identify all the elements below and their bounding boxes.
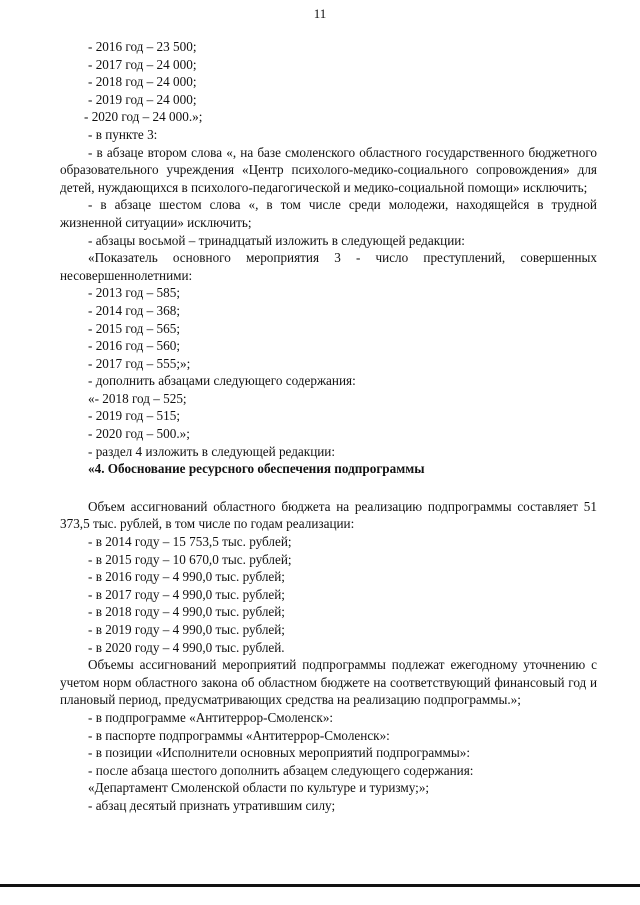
paragraph: - в абзаце втором слова «, на базе смоленского областного государственного бюджетного образовательного учреждения «Центр психолого-медико-социального сопровождения» для детей, нуждающихся в психолого-педагогической и медико-социальной помощи» исключить; [60, 144, 597, 195]
text-line: - в 2018 году – 4 990,0 тыс. рублей; [88, 604, 285, 620]
text-line: - абзац десятый признать утратившим силу; [88, 797, 336, 813]
text-line: - 2018 год – 24 000; [88, 74, 197, 90]
text-line: - 2014 год – 368; [88, 302, 180, 318]
text-line: - в пункте 3: [88, 126, 158, 142]
text-line: - 2013 год – 585; [88, 285, 180, 301]
text-line: «Департамент Смоленской области по культуре и туризму;»; [88, 780, 430, 796]
paragraph: - в абзаце шестом слова «, в том числе среди молодежи, находящейся в трудной жизненной ситуации» исключить; [60, 197, 597, 230]
document-body [60, 38, 597, 815]
text-line: - 2020 год – 500.»; [88, 426, 190, 442]
text-line: - в позиции «Исполнители основных мероприятий подпрограммы»: [88, 745, 470, 761]
text-line: - в паспорте подпрограммы «Антитеррор-Смоленск»: [88, 727, 390, 743]
text-line: - 2016 год – 23 500; [88, 39, 197, 54]
text-line: - раздел 4 изложить в следующей редакции: [88, 443, 336, 459]
text-line: - 2019 год – 24 000; [88, 91, 197, 107]
text-line: - в 2020 году – 4 990,0 тыс. рублей. [88, 639, 285, 655]
text-line: - 2020 год – 24 000.»; [84, 109, 203, 125]
text-line: - в подпрограмме «Антитеррор-Смоленск»: [88, 709, 334, 725]
text-line: - после абзаца шестого дополнить абзацем следующего содержания: [88, 762, 474, 778]
text-line: - 2016 год – 560; [88, 338, 180, 354]
text-line: - в 2016 году – 4 990,0 тыс. рублей; [88, 569, 285, 585]
text-line: - 2015 год – 565; [88, 320, 180, 336]
section-heading: «4. Обоснование ресурсного обеспечения подпрограммы [88, 461, 425, 477]
text-line: - 2017 год – 24 000; [88, 56, 197, 72]
bottom-rule [0, 884, 640, 887]
paragraph: Объемы ассигнований мероприятий подпрограммы подлежат ежегодному уточнению с учетом норм областного закона об областном бюджете на соответствующий финансовый год и плановый период, предусматривающих средства на реализацию подпрограммы.»; [60, 657, 597, 708]
spacer [60, 478, 597, 498]
text-line: - в 2014 году – 15 753,5 тыс. рублей; [88, 534, 292, 550]
text-line: - в 2019 году – 4 990,0 тыс. рублей; [88, 622, 285, 637]
paragraph: «Показатель основного мероприятия 3 - число преступлений, совершенных несовершеннолетними: [60, 250, 597, 283]
text-line: - в 2017 году – 4 990,0 тыс. рублей; [88, 586, 285, 602]
paragraph: Объем ассигнований областного бюджета на реализацию подпрограммы составляет 51 373,5 тыс. рублей, в том числе по годам реализации: [60, 498, 597, 532]
text-line: - абзацы восьмой – тринадцатый изложить в следующей редакции: [88, 232, 465, 248]
page-number: 11 [313, 6, 327, 21]
text-line: - 2017 год – 555;»; [88, 355, 191, 371]
text-line: - дополнить абзацами следующего содержания: [88, 373, 356, 389]
text-line: - в 2015 году – 10 670,0 тыс. рублей; [88, 551, 292, 567]
text-line: - 2019 год – 515; [88, 408, 180, 424]
text-line: «- 2018 год – 525; [88, 390, 187, 406]
